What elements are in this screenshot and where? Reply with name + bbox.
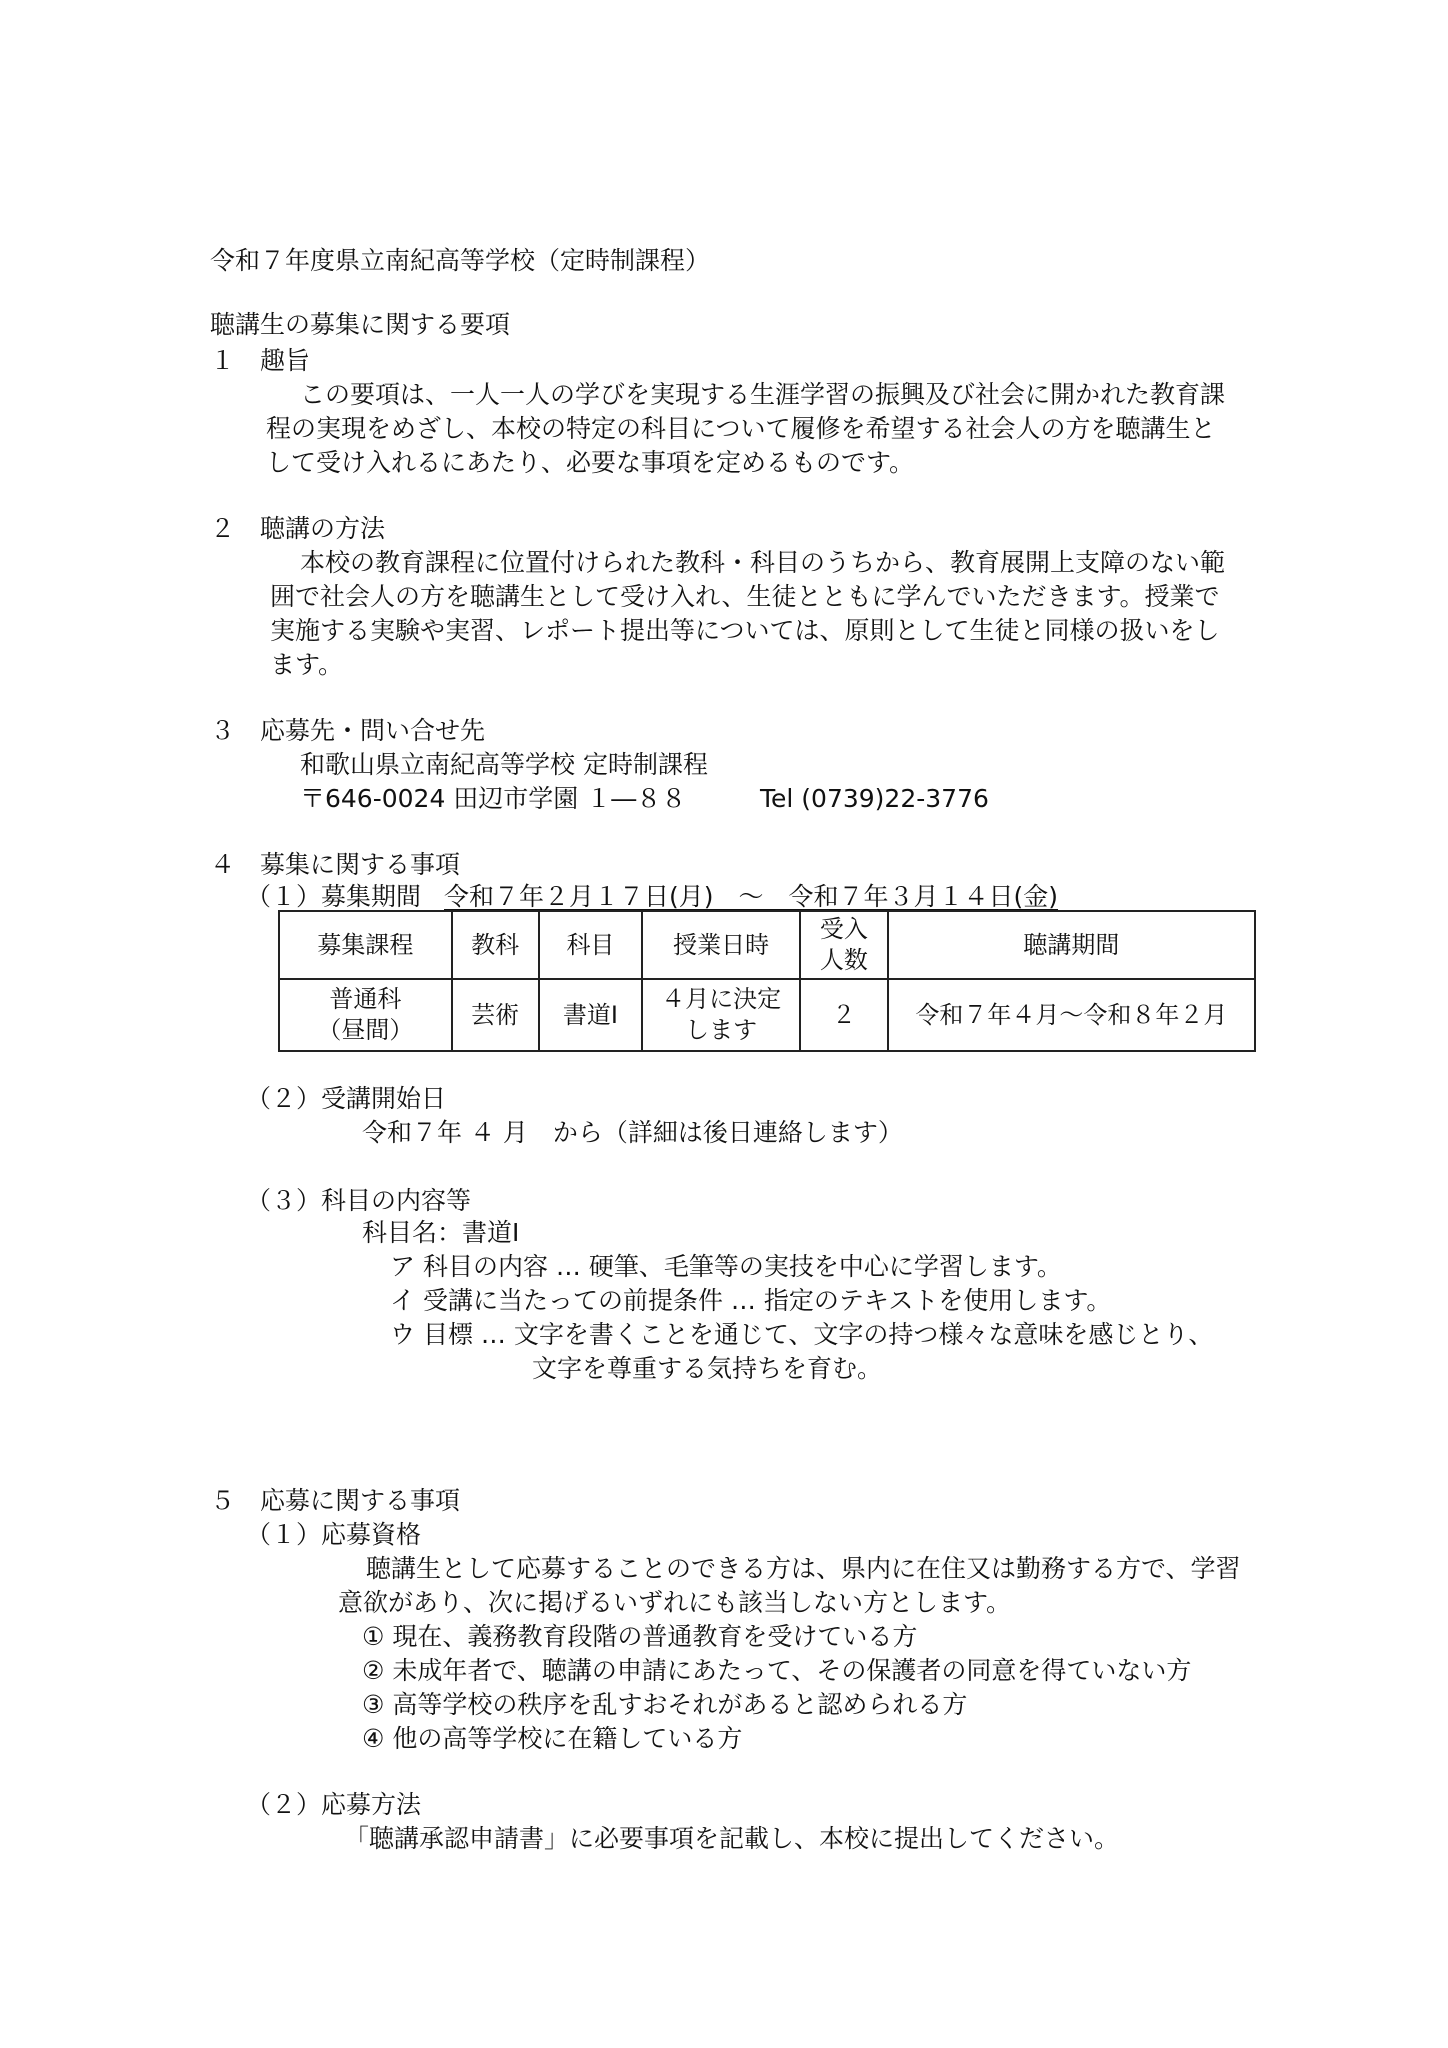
section-2-body-line: 実施する実験や実習、レポート提出等については、原則として生徒と同様の扱いをし: [270, 616, 1220, 645]
recruitment-table: [278, 910, 1256, 1052]
header-course: 募集課程: [279, 911, 452, 979]
section-2-body-line: 本校の教育課程に位置付けられた教科・科目のうちから、教育展開上支障のない範: [300, 548, 1226, 577]
period-label: （１）募集期間: [246, 882, 422, 911]
section-3-heading: ３ 応募先・問い合せ先: [210, 716, 486, 745]
section-5-heading: ５ 応募に関する事項: [210, 1486, 461, 1515]
cell-course: 普通科 （昼間）: [279, 979, 452, 1051]
qualification-body-line: 意欲があり、次に掲げるいずれにも該当しない方とします。: [338, 1588, 1012, 1617]
contact-tel: Tel (0739)22-3776: [760, 784, 989, 813]
cell-capacity: ２: [800, 979, 888, 1051]
table-header-row: [279, 911, 1255, 979]
qualification-body-line: 聴講生として応募することのできる方は、県内に在住又は勤務する方で、学習: [366, 1554, 1241, 1583]
content-item: イ 受講に当たっての前提条件 … 指定のテキストを使用します。: [390, 1286, 1112, 1315]
content-item-continued: 文字を尊重する気持ちを育む。: [532, 1354, 883, 1383]
method-label: （２）応募方法: [246, 1790, 422, 1819]
section-1-body-line: して受け入れるにあたり、必要な事項を定めるものです。: [266, 448, 915, 477]
subject-name: 科目名：書道Ⅰ: [362, 1218, 520, 1247]
header-period: 聴講期間: [888, 911, 1255, 979]
document-subject: 聴講生の募集に関する要項: [210, 310, 511, 339]
cell-subject: 書道Ⅰ: [539, 979, 643, 1051]
condition-item: ③ 高等学校の秩序を乱すおそれがあると認められる方: [362, 1690, 968, 1719]
section-4-heading: ４ 募集に関する事項: [210, 850, 461, 879]
section-2-heading: ２ 聴講の方法: [210, 514, 386, 543]
cell-schedule: ４月に決定 します: [642, 979, 800, 1051]
cell-field: 芸術: [452, 979, 539, 1051]
content-item: ウ 目標 … 文字を書くことを通じて、文字の持つ様々な意味を感じとり、: [390, 1320, 1214, 1349]
section-2-body-line: ます。: [270, 650, 344, 679]
section-1-body-line: 程の実現をめざし、本校の特定の科目について履修を希望する社会人の方を聴講生と: [266, 414, 1216, 443]
content-item: ア 科目の内容 … 硬筆、毛筆等の実技を中心に学習します。: [390, 1252, 1062, 1281]
section-2-body-line: 囲で社会人の方を聴講生として受け入れ、生徒とともに学んでいただきます。授業で: [270, 582, 1220, 611]
section-1-body-line: この要項は、一人一人の学びを実現する生涯学習の振興及び社会に開かれた教育課: [300, 380, 1226, 409]
condition-item: ① 現在、義務教育段階の普通教育を受けている方: [362, 1622, 918, 1651]
section-1-heading: １ 趣旨: [210, 346, 311, 375]
table-row: [279, 979, 1255, 1051]
content-label: （３）科目の内容等: [246, 1186, 472, 1215]
header-field: 教科: [452, 911, 539, 979]
header-subject: 科目: [539, 911, 643, 979]
header-schedule: 授業日時: [642, 911, 800, 979]
cell-period: 令和７年４月～令和８年２月: [888, 979, 1255, 1051]
qualification-label: （１）応募資格: [246, 1520, 422, 1549]
method-body: 「聴講承認申請書」に必要事項を記載し、本校に提出してください。: [344, 1824, 1120, 1853]
period-value: 令和７年２月１７日(月) ～ 令和７年３月１４日(金): [444, 882, 1059, 911]
document-title: 令和７年度県立南紀高等学校（定時制課程）: [210, 246, 711, 275]
contact-address: 〒646-0024 田辺市学園 １―８８: [300, 784, 687, 813]
header-capacity: 受入 人数: [800, 911, 888, 979]
condition-item: ② 未成年者で、聴講の申請にあたって、その保護者の同意を得ていない方: [362, 1656, 1192, 1685]
condition-item: ④ 他の高等学校に在籍している方: [362, 1724, 743, 1753]
start-date-label: （２）受講開始日: [246, 1084, 447, 1113]
start-date-value: 令和７年 ４ 月 から（詳細は後日連絡します）: [362, 1118, 903, 1147]
contact-school: 和歌山県立南紀高等学校 定時制課程: [300, 750, 708, 779]
